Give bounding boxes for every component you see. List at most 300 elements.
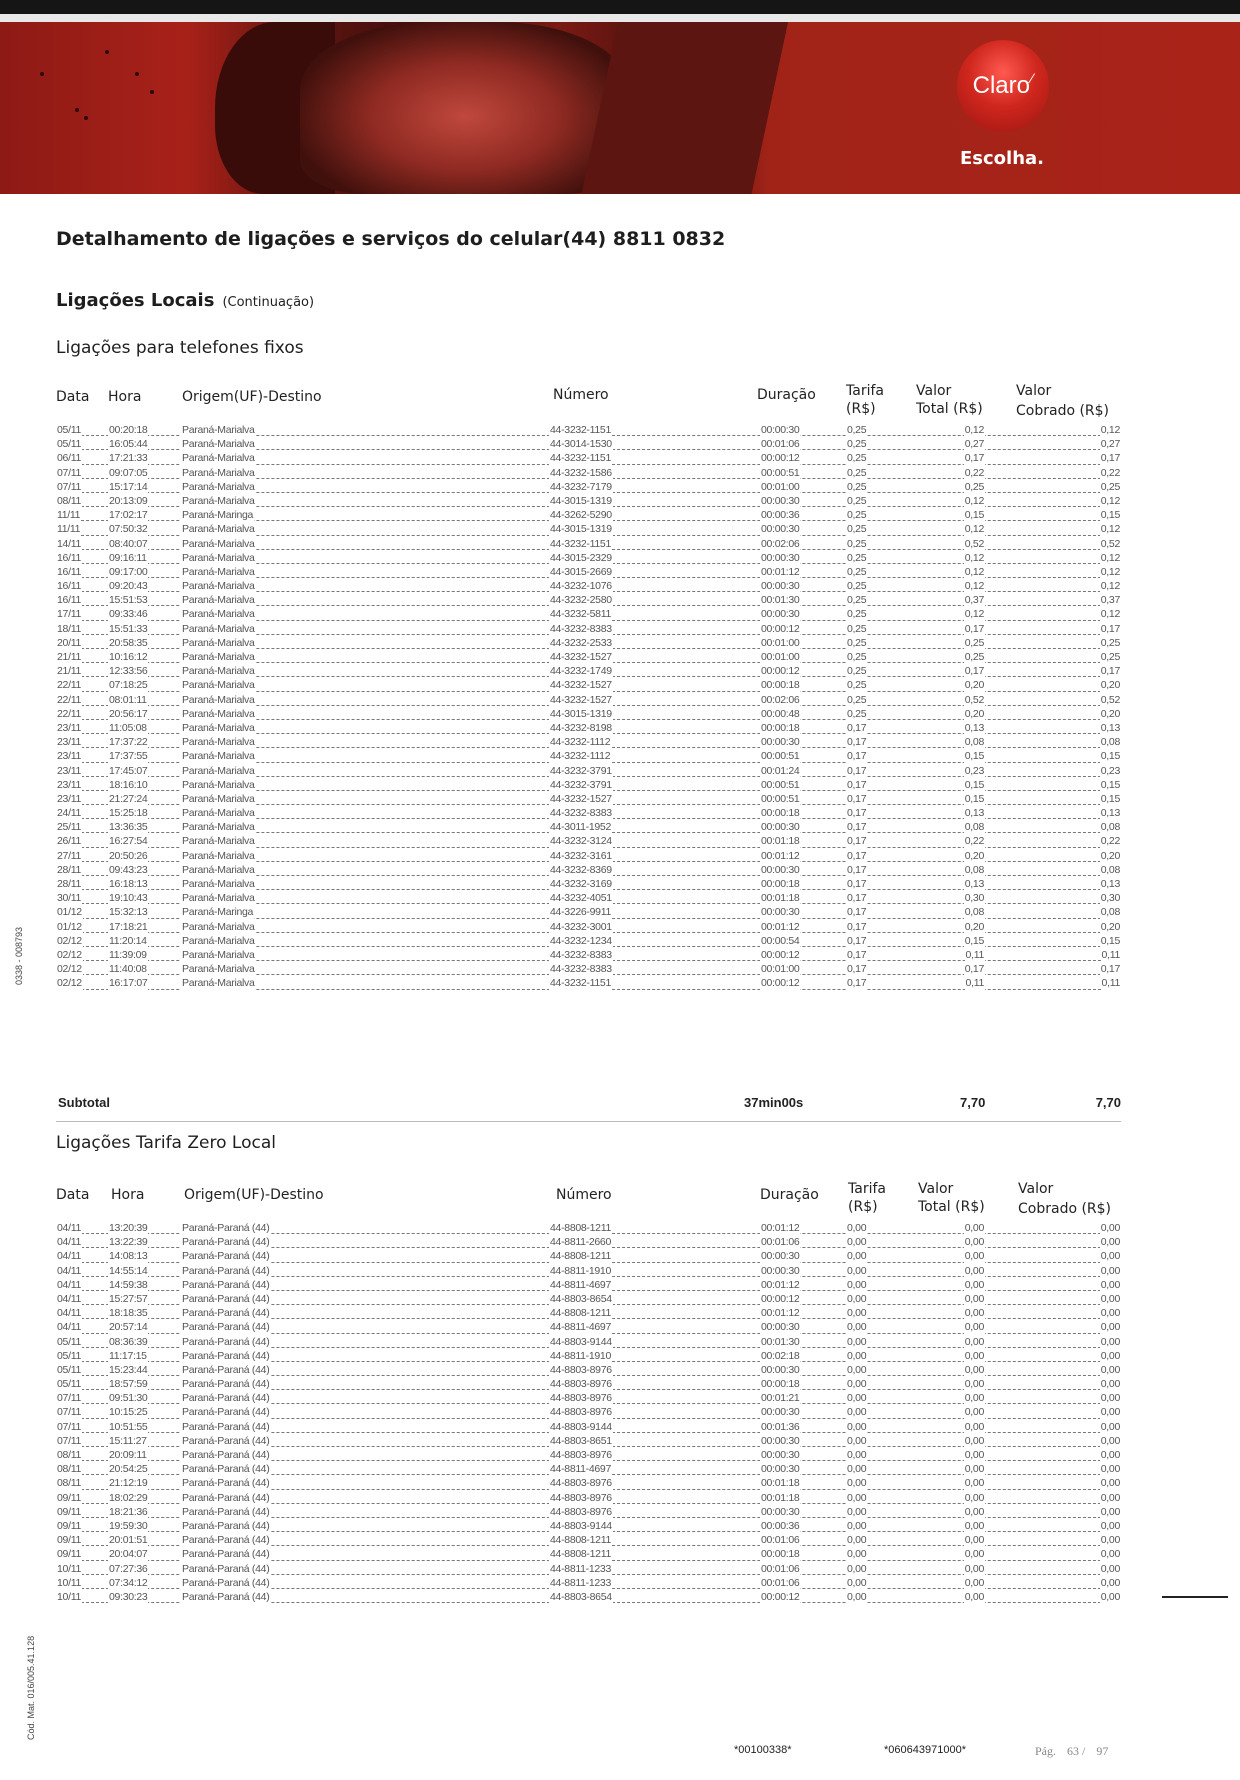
- table-row: [56, 1265, 1121, 1279]
- cell-valor-total: 0,00: [964, 1519, 984, 1532]
- cell-valor-total: 0,17: [964, 452, 984, 465]
- cell-duracao: 00:00:30: [761, 906, 800, 919]
- cell-valor-cobrado: 0,22: [1100, 466, 1120, 479]
- cell-valor-total: 0,00: [964, 1222, 984, 1234]
- cell-origem: Paraná-Paraná (44): [182, 1590, 270, 1603]
- table-row: [56, 481, 1121, 495]
- cell-valor-total: 0,20: [964, 707, 984, 720]
- cell-valor-cobrado: 0,52: [1100, 693, 1120, 706]
- cell-valor-total: 0,12: [964, 424, 984, 436]
- cell-origem: Paraná-Marialva: [182, 452, 255, 465]
- scan-margin-mark: [1162, 1596, 1228, 1598]
- cell-valor-total: 0,00: [964, 1491, 984, 1504]
- cell-origem: Paraná-Marialva: [182, 721, 255, 734]
- cell-hora: 17:37:22: [109, 736, 148, 749]
- cell-duracao: 00:00:18: [761, 1378, 800, 1391]
- cell-hora: 11:39:09: [109, 948, 147, 961]
- cell-valor-total: 0,13: [964, 807, 984, 820]
- cell-duracao: 00:02:06: [761, 537, 800, 550]
- table-row: [56, 694, 1121, 708]
- banner-speck: [150, 90, 154, 94]
- cell-numero: 44-8803-8976: [550, 1449, 612, 1461]
- cell-numero: 44-8811-2660: [550, 1236, 612, 1249]
- cell-tarifa: 0,25: [847, 565, 867, 578]
- cell-valor-total: 0,08: [964, 863, 984, 876]
- cell-data: 16/11: [57, 551, 81, 564]
- cell-data: 28/11: [57, 878, 81, 890]
- cell-hora: 17:45:07: [109, 764, 148, 777]
- cell-valor-total: 0,25: [964, 651, 984, 663]
- cell-hora: 20:04:07: [109, 1548, 148, 1561]
- table-row: [56, 1378, 1121, 1392]
- cell-numero: 44-8811-1233: [550, 1562, 612, 1575]
- cell-origem: Paraná-Marialva: [182, 665, 255, 678]
- cell-data: 09/11: [57, 1519, 81, 1532]
- cell-duracao: 00:00:18: [761, 721, 800, 734]
- cell-valor-total: 0,00: [964, 1264, 984, 1277]
- table-row: [56, 807, 1121, 821]
- cell-hora: 08:01:11: [109, 693, 147, 706]
- table-row: [56, 1321, 1121, 1335]
- cell-valor-cobrado: 0,00: [1100, 1335, 1120, 1348]
- cell-valor-cobrado: 0,00: [1100, 1264, 1120, 1277]
- cell-data: 07/11: [57, 1392, 81, 1405]
- cell-valor-cobrado: 0,37: [1100, 594, 1120, 607]
- table-row: [56, 835, 1121, 849]
- cell-duracao: 00:00:30: [761, 608, 800, 621]
- cell-valor-total: 0,22: [964, 466, 984, 479]
- cell-hora: 07:27:36: [109, 1562, 148, 1575]
- cell-duracao: 00:00:12: [761, 1292, 800, 1305]
- cell-hora: 19:10:43: [109, 892, 148, 905]
- cell-duracao: 00:02:18: [761, 1349, 800, 1362]
- cell-hora: 18:21:36: [109, 1505, 148, 1518]
- cell-data: 17/11: [57, 608, 81, 621]
- cell-valor-total: 0,12: [964, 565, 984, 578]
- scan-top-strip: [0, 14, 1240, 22]
- cell-numero: 44-8811-1910: [550, 1349, 612, 1362]
- cell-origem: Paraná-Marialva: [182, 594, 255, 607]
- cell-tarifa: 0,25: [847, 679, 867, 692]
- cell-valor-total: 0,00: [964, 1406, 984, 1419]
- cell-valor-cobrado: 0,23: [1100, 764, 1120, 777]
- cell-valor-cobrado: 0,12: [1100, 494, 1120, 507]
- cell-hora: 20:54:25: [109, 1463, 148, 1476]
- scan-top-border: [0, 0, 1240, 14]
- cell-data: 04/11: [57, 1236, 81, 1249]
- cell-duracao: 00:00:30: [761, 1250, 800, 1263]
- table-row: [56, 1435, 1121, 1449]
- col-data: Data: [56, 1187, 90, 1203]
- cell-data: 07/11: [57, 466, 81, 479]
- cell-valor-cobrado: 0,08: [1100, 821, 1120, 834]
- cell-duracao: 00:00:51: [761, 466, 800, 479]
- cell-valor-total: 0,00: [964, 1250, 984, 1263]
- cell-tarifa: 0,00: [847, 1562, 867, 1575]
- cell-hora: 11:20:14: [109, 934, 147, 947]
- cell-hora: 11:17:15: [109, 1349, 147, 1362]
- cell-numero: 44-8803-8976: [550, 1477, 612, 1490]
- table-row: [56, 552, 1121, 566]
- cell-tarifa: 0,17: [847, 778, 867, 791]
- cell-valor-cobrado: 0,00: [1100, 1378, 1120, 1391]
- logo-spark-icon: ⁄: [1031, 70, 1034, 86]
- cell-numero: 44-3232-1112: [550, 736, 611, 749]
- cell-duracao: 00:01:00: [761, 963, 800, 976]
- cell-data: 14/11: [57, 537, 81, 550]
- cell-numero: 44-3232-1151: [550, 452, 612, 465]
- cell-numero: 44-3232-2533: [550, 636, 612, 649]
- cell-tarifa: 0,00: [847, 1335, 867, 1348]
- cell-tarifa: 0,25: [847, 537, 867, 550]
- cell-origem: Paraná-Paraná (44): [182, 1307, 270, 1320]
- table-row: [56, 1477, 1121, 1491]
- cell-tarifa: 0,00: [847, 1250, 867, 1263]
- cell-tarifa: 0,00: [847, 1463, 867, 1476]
- cell-numero: 44-3232-1586: [550, 466, 612, 479]
- cell-origem: Paraná-Marialva: [182, 693, 255, 706]
- cell-valor-total: 0,00: [964, 1349, 984, 1362]
- cell-duracao: 00:00:12: [761, 977, 800, 990]
- cell-duracao: 00:01:12: [761, 849, 800, 862]
- table-row: [56, 1463, 1121, 1477]
- cell-duracao: 00:00:30: [761, 1449, 800, 1461]
- cell-numero: 44-3232-3161: [550, 849, 612, 862]
- cell-tarifa: 0,17: [847, 963, 867, 976]
- table-row: [56, 779, 1121, 793]
- table-row: [56, 1563, 1121, 1577]
- cell-duracao: 00:00:30: [761, 736, 800, 749]
- cell-hora: 17:37:55: [109, 750, 148, 763]
- cell-duracao: 00:01:06: [761, 1576, 800, 1589]
- cell-data: 02/12: [57, 948, 82, 961]
- cell-duracao: 00:01:18: [761, 1477, 800, 1490]
- cell-duracao: 00:00:30: [761, 1434, 800, 1447]
- cell-data: 04/11: [57, 1264, 81, 1277]
- cell-tarifa: 0,17: [847, 736, 867, 749]
- cell-tarifa: 0,00: [847, 1392, 867, 1405]
- cell-valor-cobrado: 0,20: [1100, 920, 1120, 933]
- cell-tarifa: 0,17: [847, 948, 867, 961]
- table-row: [56, 1222, 1121, 1236]
- cell-duracao: 00:00:12: [761, 452, 800, 465]
- cell-duracao: 00:01:00: [761, 636, 800, 649]
- cell-data: 06/11: [57, 452, 81, 465]
- cell-numero: 44-3232-1527: [550, 679, 612, 692]
- table-row: [56, 1392, 1121, 1406]
- cell-tarifa: 0,17: [847, 863, 867, 876]
- cell-valor-cobrado: 0,00: [1100, 1434, 1120, 1447]
- table-row: [56, 1520, 1121, 1534]
- table-row: [56, 949, 1121, 963]
- cell-origem: Paraná-Marialva: [182, 934, 255, 947]
- table-row: [56, 623, 1121, 637]
- claro-logo: [957, 40, 1049, 132]
- cell-tarifa: 0,00: [847, 1576, 867, 1589]
- cell-hora: 18:16:10: [109, 778, 148, 791]
- cell-data: 23/11: [57, 750, 81, 763]
- cell-duracao: 00:00:30: [761, 580, 800, 593]
- cell-valor-cobrado: 0,00: [1100, 1392, 1120, 1405]
- table-row: [56, 1421, 1121, 1435]
- cell-data: 09/11: [57, 1534, 81, 1547]
- cell-duracao: 00:00:54: [761, 934, 800, 947]
- col-valor-total: Valor: [916, 383, 952, 399]
- cell-data: 10/11: [57, 1576, 81, 1589]
- cell-origem: Paraná-Maringa: [182, 509, 254, 522]
- cell-data: 05/11: [57, 424, 81, 436]
- cell-data: 05/11: [57, 1335, 81, 1348]
- cell-data: 04/11: [57, 1321, 81, 1334]
- cell-numero: 44-3232-4051: [550, 892, 612, 905]
- table-row: [56, 523, 1121, 537]
- cell-tarifa: 0,17: [847, 792, 867, 805]
- banner-speck: [105, 50, 109, 54]
- cell-origem: Paraná-Marialva: [182, 651, 255, 663]
- cell-hora: 17:18:21: [109, 920, 148, 933]
- page-separator: /: [1082, 1744, 1086, 1758]
- cell-data: 10/11: [57, 1590, 81, 1603]
- cell-valor-total: 0,00: [964, 1590, 984, 1603]
- barcode-ref-2: *060643971000*: [884, 1744, 966, 1756]
- cell-tarifa: 0,25: [847, 480, 867, 493]
- cell-numero: 44-8803-8976: [550, 1406, 612, 1419]
- cell-valor-cobrado: 0,08: [1100, 736, 1120, 749]
- cell-hora: 14:08:13: [109, 1250, 148, 1263]
- table-row: [56, 495, 1121, 509]
- table-row: [56, 1577, 1121, 1591]
- banner-speck: [40, 72, 44, 76]
- cell-valor-cobrado: 0,13: [1100, 878, 1120, 890]
- table-row: [56, 921, 1121, 935]
- cell-valor-cobrado: 0,00: [1100, 1278, 1120, 1291]
- table-row: [56, 1350, 1121, 1364]
- cell-origem: Paraná-Paraná (44): [182, 1406, 270, 1419]
- cell-data: 11/11: [57, 523, 81, 536]
- cell-origem: Paraná-Marialva: [182, 977, 255, 990]
- cell-valor-total: 0,00: [964, 1363, 984, 1376]
- table-row: [56, 452, 1121, 466]
- cell-valor-total: 0,00: [964, 1392, 984, 1405]
- cell-hora: 18:02:29: [109, 1491, 148, 1504]
- cell-valor-cobrado: 0,00: [1100, 1321, 1120, 1334]
- cell-hora: 21:12:19: [109, 1477, 148, 1490]
- cell-valor-cobrado: 0,11: [1101, 948, 1120, 961]
- cell-valor-cobrado: 0,12: [1100, 608, 1120, 621]
- page-title: Detalhamento de ligações e serviços do celular(44) 8811 0832: [56, 228, 726, 250]
- cell-duracao: 00:00:30: [761, 863, 800, 876]
- cell-valor-total: 0,15: [964, 778, 984, 791]
- table-row: [56, 935, 1121, 949]
- cell-tarifa: 0,25: [847, 622, 867, 635]
- cell-numero: 44-3232-1151: [550, 537, 612, 550]
- cell-data: 16/11: [57, 565, 81, 578]
- table-header-zero: [56, 1180, 1121, 1220]
- cell-data: 07/11: [57, 480, 81, 493]
- cell-data: 21/11: [57, 651, 81, 663]
- cell-duracao: 00:00:36: [761, 509, 800, 522]
- cell-duracao: 00:00:12: [761, 1590, 800, 1603]
- cell-hora: 15:32:13: [109, 906, 148, 919]
- cell-origem: Paraná-Marialva: [182, 565, 255, 578]
- col-valor-total: Valor: [918, 1181, 954, 1197]
- brand-tagline: Escolha.: [960, 148, 1045, 169]
- cell-tarifa: 0,17: [847, 878, 867, 890]
- cell-valor-total: 0,00: [964, 1321, 984, 1334]
- cell-duracao: 00:01:12: [761, 1307, 800, 1320]
- cell-data: 23/11: [57, 736, 81, 749]
- cell-hora: 10:51:55: [109, 1420, 148, 1433]
- cell-origem: Paraná-Paraná (44): [182, 1363, 270, 1376]
- cell-duracao: 00:00:18: [761, 1548, 800, 1561]
- table-row: [56, 1279, 1121, 1293]
- cell-duracao: 00:02:06: [761, 693, 800, 706]
- cell-numero: 44-8803-9144: [550, 1420, 612, 1433]
- cell-valor-total: 0,00: [964, 1548, 984, 1561]
- cell-hora: 18:57:59: [109, 1378, 148, 1391]
- cell-valor-cobrado: 0,11: [1101, 977, 1120, 990]
- page-label: Pág.: [1035, 1744, 1056, 1758]
- cell-valor-cobrado: 0,52: [1100, 537, 1120, 550]
- cell-numero: 44-8808-1211: [550, 1534, 612, 1547]
- cell-origem: Paraná-Marialva: [182, 523, 255, 536]
- section-divider: [56, 1121, 1121, 1122]
- cell-origem: Paraná-Marialva: [182, 580, 255, 593]
- cell-origem: Paraná-Paraná (44): [182, 1392, 270, 1405]
- col-tarifa: Tarifa: [846, 383, 884, 399]
- cell-valor-total: 0,17: [964, 963, 984, 976]
- table-row: [56, 878, 1121, 892]
- cell-data: 22/11: [57, 693, 81, 706]
- cell-valor-cobrado: 0,25: [1100, 480, 1120, 493]
- cell-data: 08/11: [57, 1463, 81, 1476]
- cell-numero: 44-8811-1233: [550, 1576, 612, 1589]
- cell-origem: Paraná-Paraná (44): [182, 1519, 270, 1532]
- cell-tarifa: 0,17: [847, 821, 867, 834]
- cell-tarifa: 0,17: [847, 835, 867, 848]
- cell-valor-cobrado: 0,27: [1100, 438, 1120, 451]
- cell-data: 04/11: [57, 1250, 81, 1263]
- cell-tarifa: 0,17: [847, 892, 867, 905]
- cell-origem: Paraná-Marialva: [182, 750, 255, 763]
- cell-origem: Paraná-Marialva: [182, 849, 255, 862]
- cell-valor-cobrado: 0,17: [1100, 963, 1120, 976]
- cell-valor-cobrado: 0,08: [1100, 906, 1120, 919]
- cell-duracao: 00:00:30: [761, 821, 800, 834]
- cell-numero: 44-3232-1076: [550, 580, 612, 593]
- cell-hora: 07:34:12: [109, 1576, 148, 1589]
- cell-numero: 44-8811-1910: [550, 1264, 612, 1277]
- cell-origem: Paraná-Paraná (44): [182, 1378, 270, 1391]
- calls-table-local: [56, 424, 1121, 992]
- cell-tarifa: 0,17: [847, 807, 867, 820]
- cell-data: 10/11: [57, 1562, 81, 1575]
- cell-numero: 44-3015-1319: [550, 523, 612, 536]
- table-row: [56, 1506, 1121, 1520]
- cell-origem: Paraná-Paraná (44): [182, 1491, 270, 1504]
- cell-numero: 44-8803-9144: [550, 1335, 612, 1348]
- cell-numero: 44-3232-8369: [550, 863, 612, 876]
- cell-hora: 19:59:30: [109, 1519, 148, 1532]
- cell-hora: 09:43:23: [109, 863, 148, 876]
- side-code: 0338 - 008793: [14, 926, 24, 985]
- col-duracao: Duração: [760, 1187, 819, 1203]
- cell-data: 08/11: [57, 1449, 81, 1461]
- cell-tarifa: 0,25: [847, 665, 867, 678]
- cell-valor-total: 0,00: [964, 1278, 984, 1291]
- subtotal-valor-cobrado: 7,70: [1095, 1095, 1121, 1110]
- cell-valor-total: 0,12: [964, 608, 984, 621]
- cell-numero: 44-3232-1234: [550, 934, 612, 947]
- cell-tarifa: 0,00: [847, 1449, 867, 1461]
- subtotal-valor-total: 7,70: [960, 1095, 986, 1110]
- cell-valor-total: 0,17: [964, 622, 984, 635]
- cell-origem: Paraná-Marialva: [182, 863, 255, 876]
- cell-numero: 44-3232-1527: [550, 792, 612, 805]
- cell-valor-cobrado: 0,13: [1100, 721, 1120, 734]
- cell-valor-cobrado: 0,00: [1100, 1406, 1120, 1419]
- cell-numero: 44-8803-8976: [550, 1505, 612, 1518]
- cell-numero: 44-8811-4697: [550, 1278, 612, 1291]
- cell-valor-total: 0,15: [964, 934, 984, 947]
- cell-duracao: 00:00:30: [761, 424, 800, 436]
- cell-valor-cobrado: 0,00: [1100, 1236, 1120, 1249]
- cell-data: 16/11: [57, 594, 81, 607]
- table-row: [56, 1250, 1121, 1264]
- cell-hora: 16:17:07: [109, 977, 148, 990]
- cell-numero: 44-8811-4697: [550, 1321, 612, 1334]
- subtotal-row: [58, 1095, 1121, 1113]
- table-row: [56, 750, 1121, 764]
- cell-valor-cobrado: 0,25: [1100, 636, 1120, 649]
- section-title-local: [56, 290, 314, 311]
- table-row: [56, 892, 1121, 906]
- cell-valor-total: 0,25: [964, 480, 984, 493]
- cell-tarifa: 0,00: [847, 1378, 867, 1391]
- cell-numero: 44-3014-1530: [550, 438, 612, 451]
- cell-hora: 07:50:32: [109, 523, 148, 536]
- cell-valor-total: 0,00: [964, 1477, 984, 1490]
- cell-tarifa: 0,17: [847, 764, 867, 777]
- cell-valor-total: 0,11: [965, 977, 984, 990]
- cell-numero: 44-3232-3791: [550, 764, 612, 777]
- table-row: [56, 580, 1121, 594]
- cell-duracao: 00:01:06: [761, 1562, 800, 1575]
- table-row: [56, 594, 1121, 608]
- cell-hora: 13:36:35: [109, 821, 148, 834]
- col-tarifa-unit: (R$): [848, 1199, 878, 1215]
- cell-origem: Paraná-Marialva: [182, 807, 255, 820]
- cell-data: 07/11: [57, 1420, 81, 1433]
- cell-hora: 21:27:24: [109, 792, 148, 805]
- cell-data: 23/11: [57, 792, 81, 805]
- cell-data: 02/12: [57, 963, 82, 976]
- cell-tarifa: 0,00: [847, 1278, 867, 1291]
- cell-hora: 08:40:07: [109, 537, 148, 550]
- cell-hora: 15:27:57: [109, 1292, 148, 1305]
- cell-hora: 20:09:11: [109, 1449, 147, 1461]
- cell-valor-cobrado: 0,00: [1100, 1420, 1120, 1433]
- cell-valor-cobrado: 0,00: [1100, 1505, 1120, 1518]
- cell-tarifa: 0,00: [847, 1491, 867, 1504]
- cell-tarifa: 0,00: [847, 1406, 867, 1419]
- cell-hora: 20:58:35: [109, 636, 148, 649]
- cell-origem: Paraná-Marialva: [182, 438, 255, 451]
- cell-numero: 44-3011-1952: [550, 821, 612, 834]
- cell-valor-total: 0,00: [964, 1534, 984, 1547]
- cell-origem: Paraná-Marialva: [182, 636, 255, 649]
- col-tarifa: Tarifa: [848, 1181, 886, 1197]
